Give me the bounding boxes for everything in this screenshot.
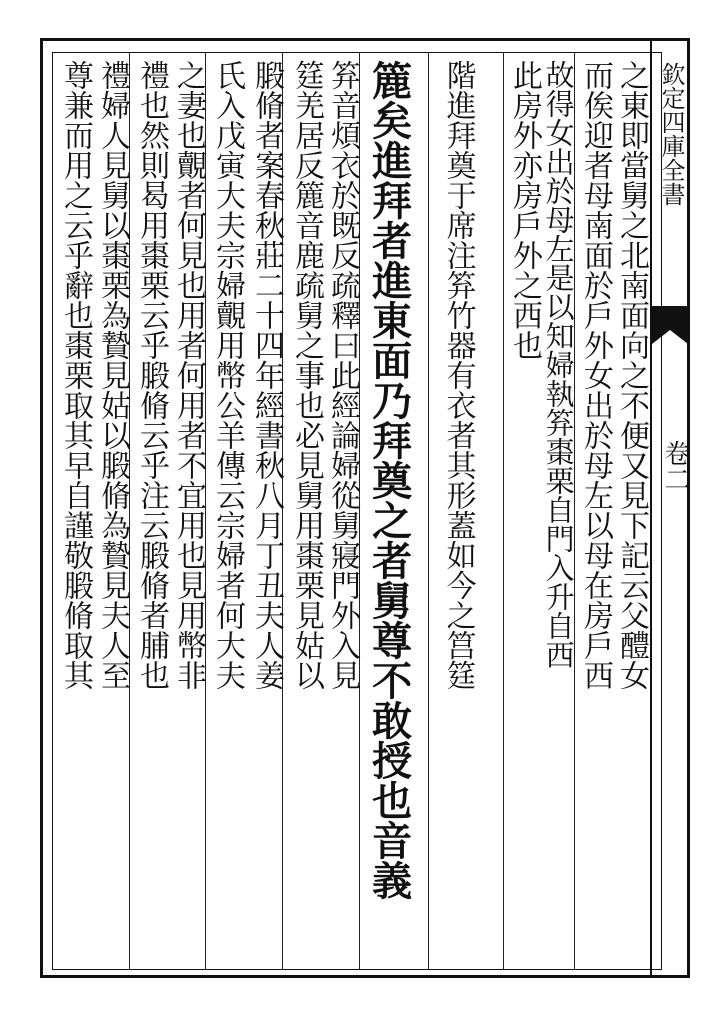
text-column: 而俟迎者母南面於戶外女出於母左以母在房戶西: [578, 60, 613, 690]
text-column: 之妻也覿者何見也用者何用者不宜用也見用幣非: [171, 60, 206, 690]
text-column: 氏入戊寅大夫宗婦覿用幣公羊傳云宗婦者何大夫: [210, 60, 245, 690]
text-column: 簏矣進拜者進東面乃拜奠之者舅尊不敢授也音義: [365, 60, 413, 900]
text-column: 腶脩者案春秋莊二十四年經書秋八月丁丑夫人姜: [249, 60, 284, 690]
text-column: 此房外亦房戶外之西也: [507, 60, 542, 360]
text-column: 尊兼而用之云乎辭也棗栗取其早自謹敬腶脩取其: [58, 60, 93, 690]
text-column: 笲音煩衣於既反疏釋曰此經論婦從舅寢門外入見: [325, 60, 360, 690]
text-column: 筳羌居反簏音鹿疏舅之事也必見舅用棗栗見姑以: [289, 60, 324, 690]
fish-tail-mark: [650, 300, 690, 350]
margin-header: 欽定四庫全書: [657, 62, 685, 206]
column-rule: [503, 52, 504, 970]
column-rule: [428, 52, 429, 970]
text-column: 階進拜奠于席注笲竹器有衣者其形蓋如今之筥筳: [440, 60, 476, 690]
margin-juan-label: 卷二: [660, 440, 690, 492]
text-column: 故得女出於母左是以知婦執笲棗栗自門入升自西: [541, 60, 576, 669]
text-column: 禮婦人見舅以棗栗為贄見姑以腶脩為贄見夫人至: [95, 60, 130, 690]
text-column: 禮也然則曷用棗栗云乎腶脩云乎注云腶脩者脯也: [134, 60, 169, 690]
text-column: 之東即當舅之北南面向之不便又見下記云父醴女: [614, 60, 649, 690]
